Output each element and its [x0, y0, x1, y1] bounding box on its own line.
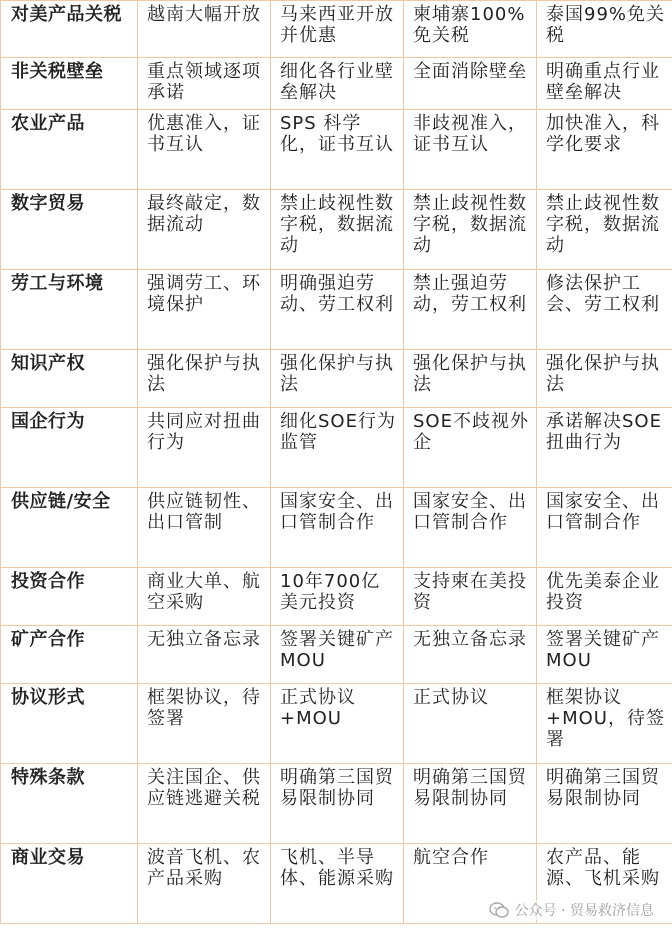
table-cell: 无独立备忘录 — [138, 626, 271, 684]
table-cell: 非歧视准入，证书互认 — [404, 110, 537, 190]
row-header-cell: 投资合作 — [1, 568, 138, 626]
table-cell: 供应链韧性、出口管制 — [138, 488, 271, 568]
table-cell: 框架协议+MOU，待签署 — [537, 684, 672, 764]
table-cell: 泰国99%免关税 — [537, 1, 672, 58]
table-cell: 细化各行业壁垒解决 — [271, 58, 404, 110]
table-cell: 强化保护与执法 — [271, 350, 404, 408]
table-row — [1, 684, 672, 764]
table-row — [1, 350, 672, 408]
table-cell: 明确第三国贸易限制协同 — [271, 764, 404, 844]
watermark-text: 公众号 · 贸易救济信息 — [514, 903, 654, 919]
table-cell: 强调劳工、环境保护 — [138, 270, 271, 350]
table-cell: 共同应对扭曲行为 — [138, 408, 271, 488]
table-cell: 国家安全、出口管制合作 — [404, 488, 537, 568]
table-cell: 最终敲定，数据流动 — [138, 190, 271, 270]
table-cell: 10年700亿美元投资 — [271, 568, 404, 626]
table-row — [1, 190, 672, 270]
table-cell: 签署关键矿产MOU — [537, 626, 672, 684]
table-cell: SPS 科学化，证书互认 — [271, 110, 404, 190]
row-header-cell: 农业产品 — [1, 110, 138, 190]
table-cell: 明确强迫劳动、劳工权利 — [271, 270, 404, 350]
table-row — [1, 568, 672, 626]
table-row — [1, 270, 672, 350]
row-header-cell: 数字贸易 — [1, 190, 138, 270]
row-header-cell: 国企行为 — [1, 408, 138, 488]
table-cell: 关注国企、供应链逃避关税 — [138, 764, 271, 844]
table-row — [1, 764, 672, 844]
table-cell: 强化保护与执法 — [404, 350, 537, 408]
table-row — [1, 488, 672, 568]
table-cell: 商业大单、航空采购 — [138, 568, 271, 626]
table-cell: 加快准入，科学化要求 — [537, 110, 672, 190]
table-cell: 国家安全、出口管制合作 — [271, 488, 404, 568]
table-cell: 航空合作 — [404, 844, 537, 924]
table-cell: 支持柬在美投资 — [404, 568, 537, 626]
table-cell: 禁止歧视性数字税，数据流动 — [271, 190, 404, 270]
table-row — [1, 58, 672, 110]
row-header-cell: 矿产合作 — [1, 626, 138, 684]
table-cell: 马来西亚开放并优惠 — [271, 1, 404, 58]
table-row — [1, 626, 672, 684]
table-cell: 优先美泰企业投资 — [537, 568, 672, 626]
table-cell: 明确第三国贸易限制协同 — [537, 764, 672, 844]
table-cell: 明确第三国贸易限制协同 — [404, 764, 537, 844]
table-cell: 细化SOE行为监管 — [271, 408, 404, 488]
table-cell: 正式协议 — [404, 684, 537, 764]
table-cell: 越南大幅开放 — [138, 1, 271, 58]
table-cell: 承诺解决SOE扭曲行为 — [537, 408, 672, 488]
table-cell: 飞机、半导体、能源采购 — [271, 844, 404, 924]
table-cell: 明确重点行业壁垒解决 — [537, 58, 672, 110]
table-cell: 重点领域逐项承诺 — [138, 58, 271, 110]
table-cell: 强化保护与执法 — [138, 350, 271, 408]
table-cell: 正式协议+MOU — [271, 684, 404, 764]
row-header-cell: 对美产品关税 — [1, 1, 138, 58]
table-cell: 优惠准入，证书互认 — [138, 110, 271, 190]
wechat-icon — [489, 902, 509, 918]
table-cell: 禁止强迫劳动，劳工权利 — [404, 270, 537, 350]
row-header-cell: 商业交易 — [1, 844, 138, 924]
table-cell: 修法保护工会、劳工权利 — [537, 270, 672, 350]
row-header-cell: 供应链/安全 — [1, 488, 138, 568]
table-cell: 波音飞机、农产品采购 — [138, 844, 271, 924]
table-cell: 全面消除壁垒 — [404, 58, 537, 110]
table-row — [1, 1, 672, 58]
row-header-cell: 协议形式 — [1, 684, 138, 764]
row-header-cell: 知识产权 — [1, 350, 138, 408]
row-header-cell: 劳工与环境 — [1, 270, 138, 350]
table-cell: 禁止歧视性数字税，数据流动 — [537, 190, 672, 270]
row-header-cell: 特殊条款 — [1, 764, 138, 844]
table-cell: 柬埔寨100%免关税 — [404, 1, 537, 58]
table-cell: 框架协议，待签署 — [138, 684, 271, 764]
table-cell: 国家安全、出口管制合作 — [537, 488, 672, 568]
table-row — [1, 110, 672, 190]
table-cell: SOE不歧视外企 — [404, 408, 537, 488]
table-row — [1, 408, 672, 488]
table-cell: 无独立备忘录 — [404, 626, 537, 684]
row-header-cell: 非关税壁垒 — [1, 58, 138, 110]
watermark — [489, 900, 654, 920]
table-cell: 农产品、能源、飞机采购 — [537, 844, 672, 924]
table-cell: 强化保护与执法 — [537, 350, 672, 408]
table-cell: 禁止歧视性数字税，数据流动 — [404, 190, 537, 270]
table-cell: 签署关键矿产MOU — [271, 626, 404, 684]
